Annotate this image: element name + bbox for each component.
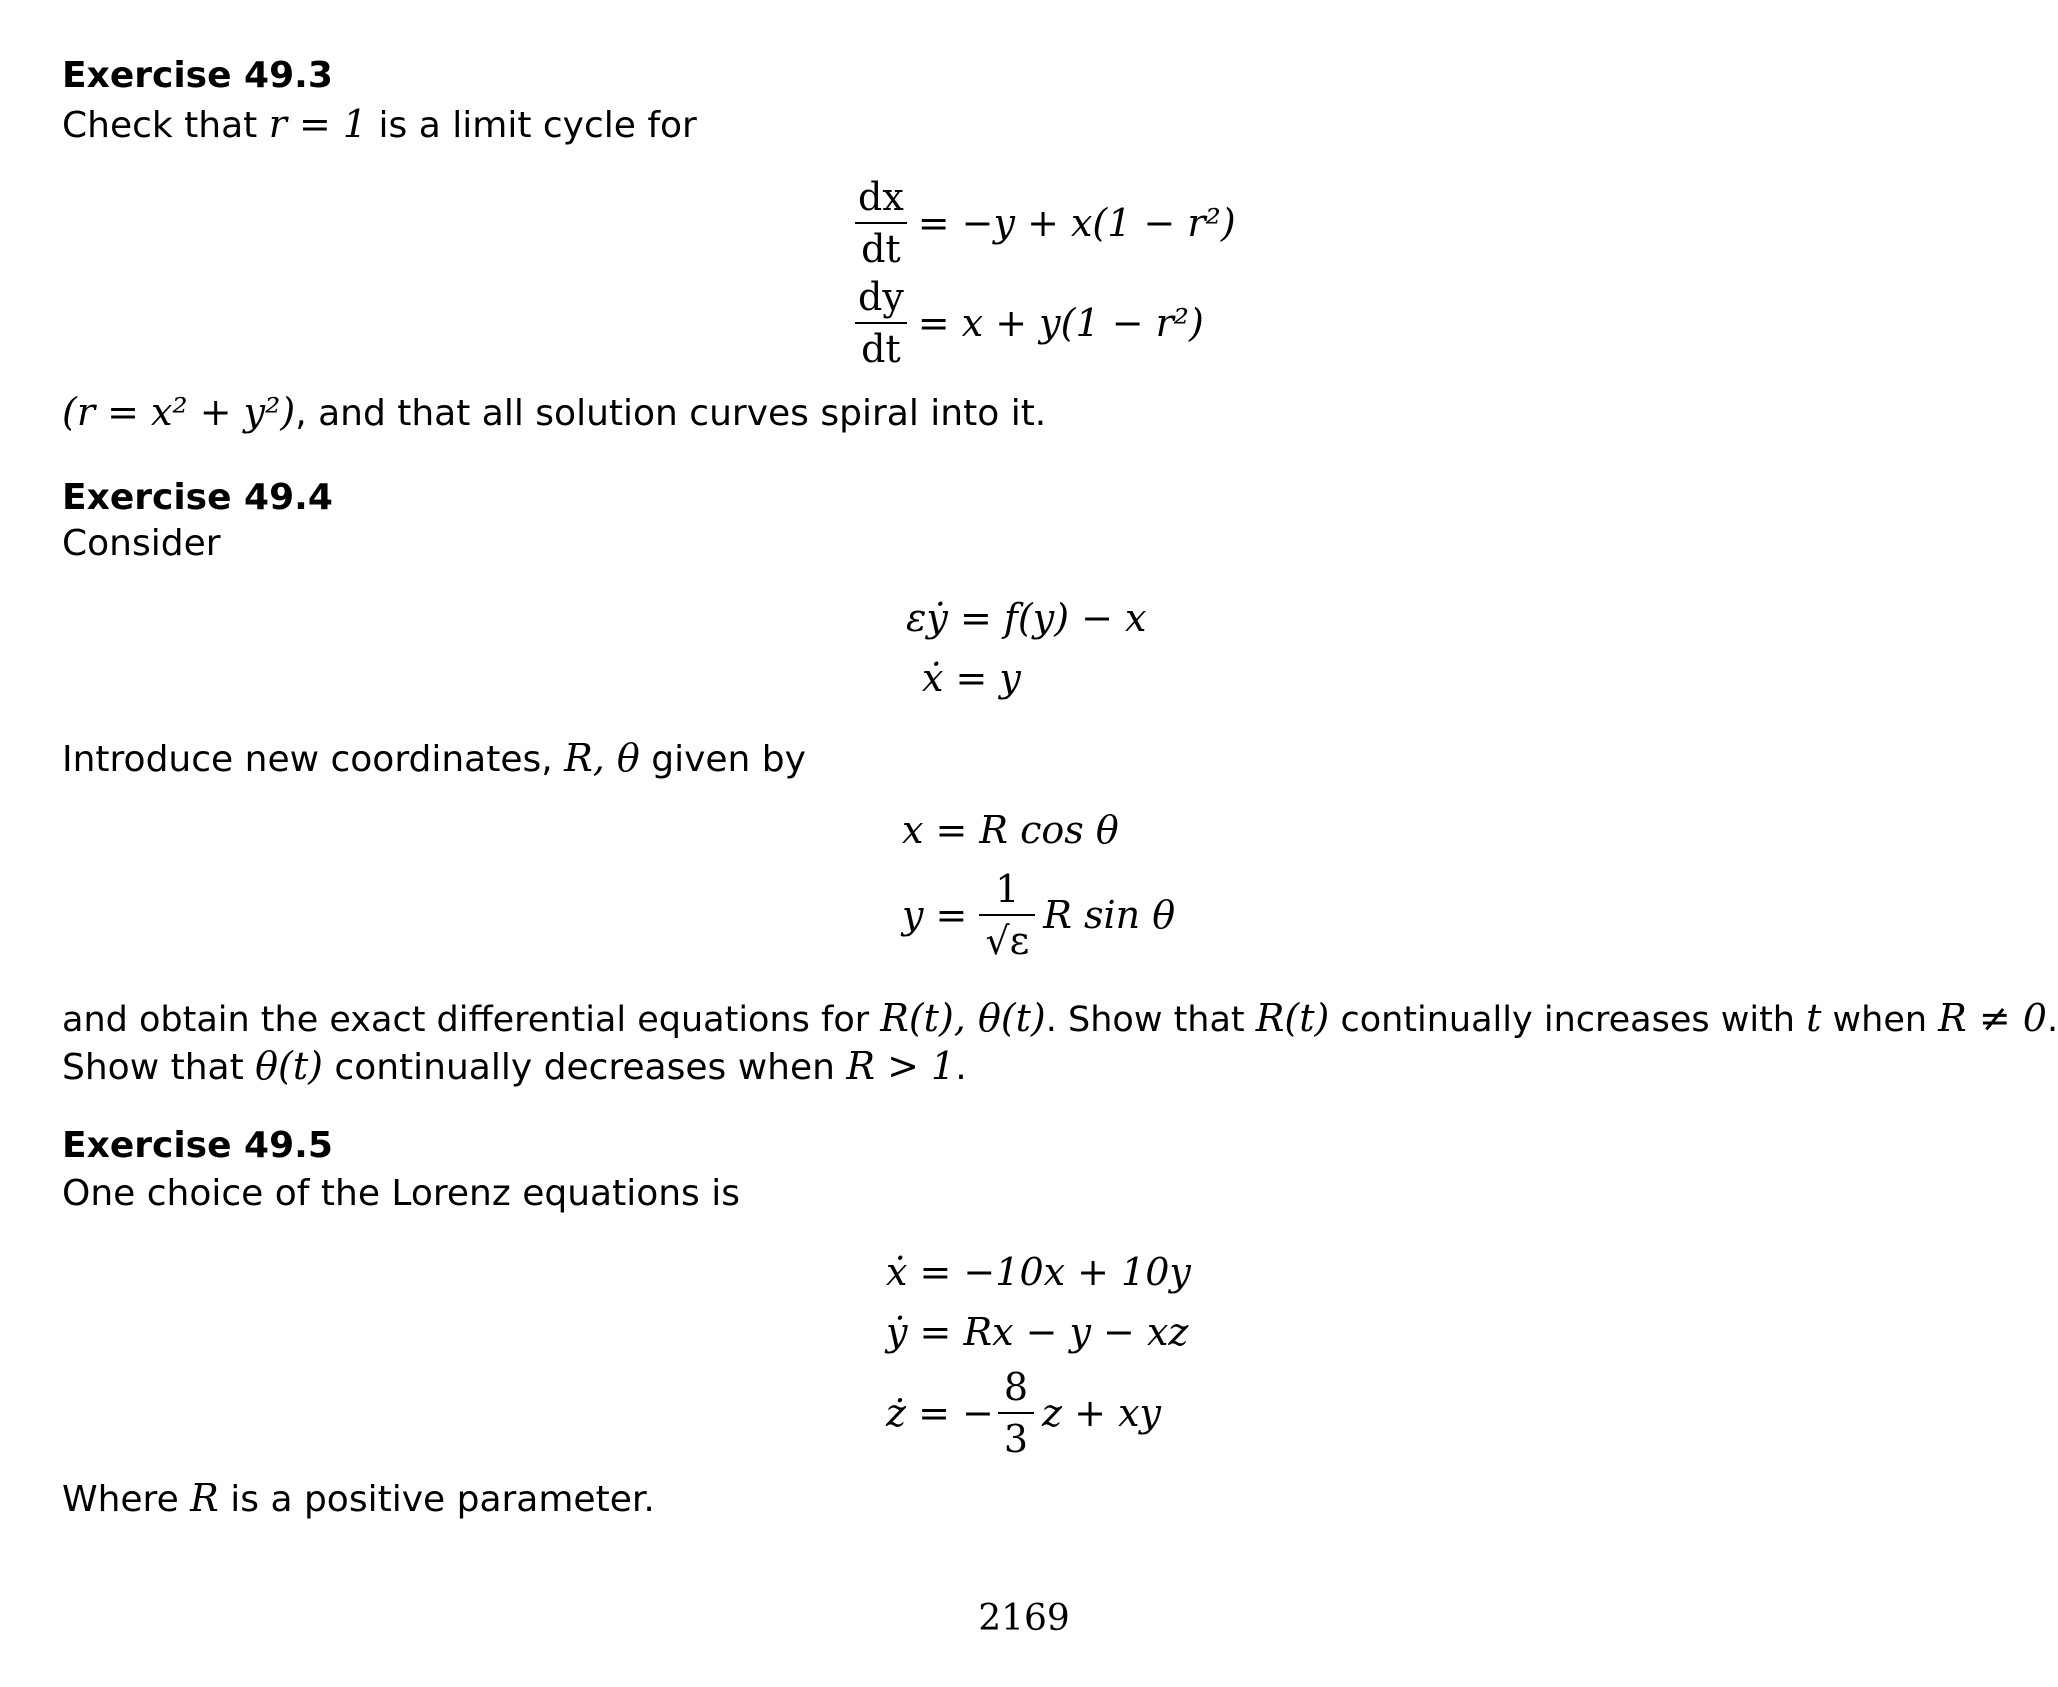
exercise-49-5-where: Where R is a positive parameter.: [62, 1476, 655, 1520]
exercise-49-4-consider: Consider: [62, 523, 221, 564]
exercise-49-4-heading: Exercise 49.4: [62, 477, 333, 518]
equation-eps-ydot: εẏ = f(y) − x: [906, 596, 1147, 640]
fraction-dy-dt: $\frac{dy}{dt}$: [852, 276, 910, 370]
exercise-49-5-heading: Exercise 49.5: [62, 1125, 333, 1166]
fraction-eight-thirds: $\frac{8}{3}$: [998, 1366, 1034, 1460]
page-number: 2169: [978, 1598, 1070, 1639]
equation-xdot: ẋ = y: [922, 656, 1021, 700]
lorenz-equation-y: ẏ = Rx − y − xz: [886, 1310, 1189, 1354]
lorenz-equation-z: ż = − $\frac{8}{3}$ z + xy: [886, 1365, 1161, 1461]
equation-y-rsin: y = $\frac{1}{√\varepsilon}$ R sin θ: [902, 867, 1176, 963]
exercise-49-3-heading: Exercise 49.3: [62, 55, 333, 96]
exercise-49-5-intro: One choice of the Lorenz equations is: [62, 1173, 740, 1214]
exercise-49-4-task-line-1: and obtain the exact differential equations for R(t), θ(t). Show that R(t) continually increases with t when R ≠ 0.: [62, 996, 2058, 1040]
equation-x-rcos: x = R cos θ: [902, 808, 1119, 852]
fraction-dx-dt: $\frac{dx}{dt}$: [852, 176, 910, 270]
equation-dx-dt: $\frac{dx}{dt}$ = −y + x(1 − r²): [852, 176, 1236, 270]
fraction-one-over-root-epsilon: $\frac{1}{√\varepsilon}$: [979, 868, 1035, 962]
exercise-49-4-task-line-2: Show that θ(t) continually decreases when R > 1.: [62, 1044, 967, 1088]
lorenz-equation-x: ẋ = −10x + 10y: [886, 1250, 1191, 1294]
exercise-49-3-intro: Check that r = 1 is a limit cycle for: [62, 102, 697, 146]
exercise-49-4-coordinates-intro: Introduce new coordinates, R, θ given by: [62, 736, 806, 780]
exercise-49-3-conclusion: (r = x² + y²), and that all solution curves spiral into it.: [62, 390, 1047, 434]
equation-dy-dt: $\frac{dy}{dt}$ = x + y(1 − r²): [852, 276, 1204, 370]
